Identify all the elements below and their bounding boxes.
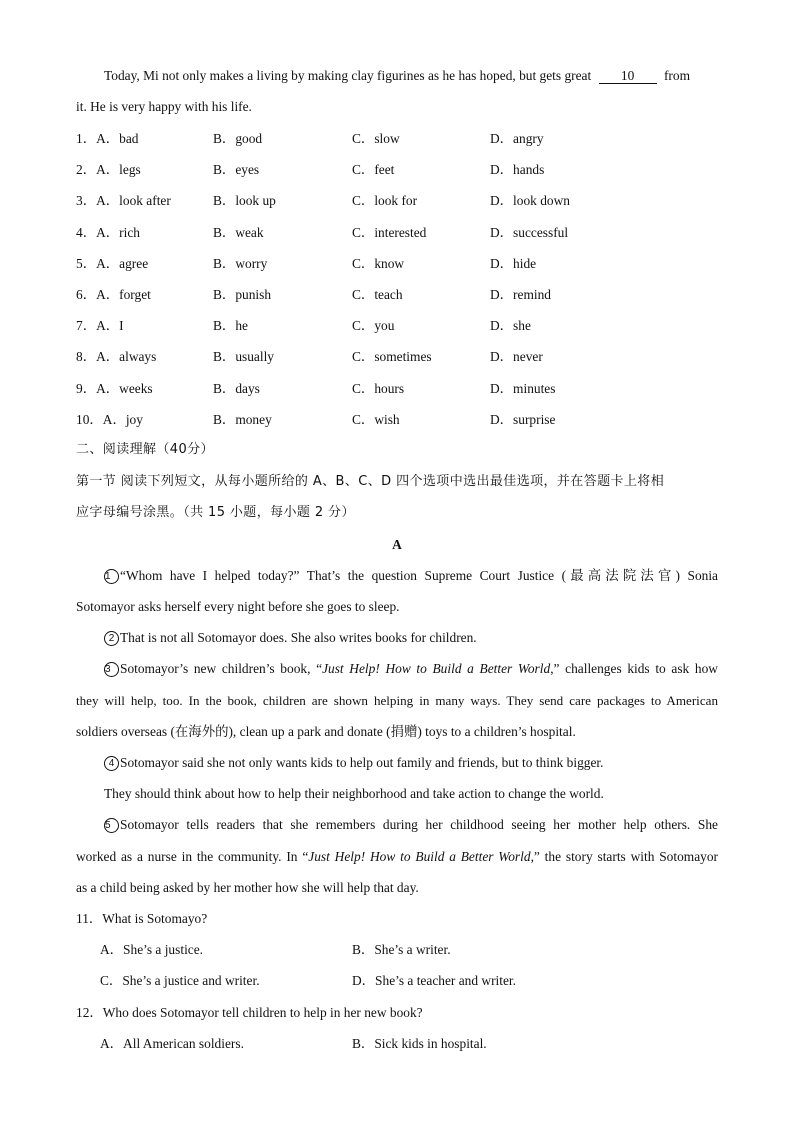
option-c[interactable]: C．She’s a justice and writer. [100, 973, 260, 988]
question-12-options-row1 [100, 1035, 720, 1053]
passage-p5-line1: 5 Sotomayor tells readers that she remembers during her childhood seeing her mother help others. She [105, 817, 718, 832]
option-d[interactable]: D．never [490, 349, 543, 364]
question-11-stem: 11．What is Sotomayo? [76, 911, 208, 926]
option-c[interactable]: C．wish [352, 412, 400, 427]
option-b[interactable]: B．Sick kids in hospital. [352, 1036, 487, 1051]
passage-p2-line1: 2 That is not all Sotomayor does. She also writes books for children. [76, 629, 718, 647]
question-number: 9． [76, 381, 97, 396]
option-a[interactable] [76, 224, 140, 242]
cloze-text: Today, Mi not only makes a living by making clay figurines as he has hoped, but gets great [104, 68, 592, 83]
cloze-text-after: from [663, 68, 690, 83]
section-instruction-line2: 应字母编号涂黑。（共 15 小题，每小题 2 分） [76, 505, 355, 520]
option-c[interactable]: C．look for [352, 193, 418, 208]
option-text: A．forget [96, 287, 151, 302]
paragraph-number-icon: 5 [104, 818, 119, 833]
section-instruction-line1: 第一节 阅读下列短文，从每小题所给的 A、B、C、D 四个选项中选出最佳选项，并在答题卡上将相 [76, 474, 665, 489]
paragraph-number-icon: 1 [104, 569, 119, 584]
option-b[interactable]: B．good [213, 131, 263, 146]
option-text: A．agree [96, 256, 149, 271]
option-c[interactable]: C．you [352, 318, 395, 333]
option-text: A．bad [96, 131, 139, 146]
cloze-text-line1 [76, 67, 718, 85]
cloze-question-row [76, 224, 718, 242]
option-text: A．joy [102, 412, 143, 427]
cloze-question-row [76, 380, 718, 398]
cloze-question-row [76, 130, 718, 148]
cloze-question-row [76, 192, 718, 210]
cloze-question-row [76, 411, 718, 429]
option-d[interactable]: D．successful [490, 225, 569, 240]
option-b[interactable]: B．usually [213, 349, 275, 364]
option-a[interactable] [76, 411, 143, 429]
option-b[interactable]: B．eyes [213, 162, 260, 177]
passage-p4-line2: They should think about how to help their neighborhood and take action to change the world. [104, 786, 604, 801]
option-c[interactable]: C．hours [352, 381, 405, 396]
option-text: A．rich [96, 225, 140, 240]
option-a[interactable] [76, 348, 156, 366]
option-b[interactable]: B．look up [213, 193, 276, 208]
option-a[interactable]: A．All American soldiers. [100, 1036, 244, 1051]
option-b[interactable]: B．She’s a writer. [352, 942, 451, 957]
option-b[interactable]: B．money [213, 412, 272, 427]
paragraph-number-icon: 3 [104, 662, 119, 677]
passage-label: A [392, 537, 402, 552]
option-d[interactable]: D．look down [490, 193, 570, 208]
option-d[interactable]: D．she [490, 318, 531, 333]
cloze-text-line2: it. He is very happy with his life. [76, 99, 252, 114]
option-c[interactable]: C．sometimes [352, 349, 432, 364]
option-text: A．always [96, 349, 157, 364]
option-d[interactable]: D．hands [490, 162, 545, 177]
option-a[interactable] [76, 380, 153, 398]
option-a[interactable] [76, 161, 141, 179]
option-text: A．legs [96, 162, 141, 177]
question-number: 8． [76, 349, 97, 364]
cloze-question-row [76, 348, 718, 366]
option-c[interactable]: C．interested [352, 225, 427, 240]
passage-p5-line2: worked as a nurse in the community. In “Just Help! How to Build a Better World,” the story starts with Sotomayor [76, 849, 718, 864]
option-d[interactable]: D．hide [490, 256, 537, 271]
option-a[interactable] [76, 286, 151, 304]
option-c[interactable]: C．know [352, 256, 405, 271]
question-12-stem: 12．Who does Sotomayor tell children to help in her new book? [76, 1005, 423, 1020]
cloze-question-row [76, 286, 718, 304]
passage-p3-line2: they will help, too. In the book, children are shown helping in many ways. They send care packages to American [76, 693, 718, 708]
option-d[interactable]: D．minutes [490, 381, 556, 396]
question-11-options-row2 [100, 972, 720, 990]
option-a[interactable] [76, 130, 139, 148]
option-a[interactable]: A．She’s a justice. [100, 942, 204, 957]
option-d[interactable]: D．surprise [490, 412, 556, 427]
option-text: A．I [96, 318, 124, 333]
book-title: Just Help! How to Build a Better World [322, 661, 551, 676]
paragraph-number-icon: 2 [104, 631, 119, 646]
cloze-question-row [76, 161, 718, 179]
option-b[interactable]: B．worry [213, 256, 268, 271]
option-c[interactable]: C．feet [352, 162, 395, 177]
option-b[interactable]: B．punish [213, 287, 272, 302]
question-number: 1． [76, 131, 97, 146]
cloze-question-row [76, 317, 718, 335]
passage-p1-line1: 1 “Whom have I helped today?” That’s the question Supreme Court Justice (最高法院法官) Sonia [105, 568, 718, 583]
option-a[interactable] [76, 317, 124, 335]
option-a[interactable] [76, 255, 148, 273]
option-d[interactable]: D．remind [490, 287, 551, 302]
option-c[interactable]: C．teach [352, 287, 403, 302]
question-number: 6． [76, 287, 97, 302]
question-number: 7． [76, 318, 97, 333]
passage-p4-line1: 4 Sotomayor said she not only wants kids to help out family and friends, but to think bigger. [76, 754, 718, 772]
section-heading: 二、阅读理解（40分） [76, 442, 214, 457]
option-c[interactable]: C．slow [352, 131, 400, 146]
question-number: 5． [76, 256, 97, 271]
option-text: A．look after [96, 193, 171, 208]
cloze-question-row [76, 255, 718, 273]
question-number: 10． [76, 412, 103, 427]
cloze-blank: 10 [599, 69, 657, 84]
option-a[interactable] [76, 192, 171, 210]
passage-p1-line2: Sotomayor asks herself every night before she goes to sleep. [76, 599, 400, 614]
question-number: 4． [76, 225, 97, 240]
option-text: A．weeks [96, 381, 153, 396]
question-number: 3． [76, 193, 97, 208]
passage-p5-line3: as a child being asked by her mother how she will help that day. [76, 880, 419, 895]
option-b[interactable]: B．days [213, 381, 260, 396]
paragraph-number-icon: 4 [104, 756, 119, 771]
option-b[interactable]: B．weak [213, 225, 264, 240]
option-d[interactable]: D．angry [490, 131, 544, 146]
book-title: Just Help! How to Build a Better World [308, 849, 531, 864]
option-d[interactable]: D．She’s a teacher and writer. [352, 973, 516, 988]
option-b[interactable]: B．he [213, 318, 248, 333]
passage-p3-line1: 3 Sotomayor’s new children’s book, “Just Help! How to Build a Better World,” challenges kids to ask how [105, 661, 718, 676]
question-number: 2． [76, 162, 97, 177]
question-11-options-row1 [100, 941, 720, 959]
passage-p3-line3: soldiers overseas (在海外的), clean up a park and donate (捐赠) toys to a children’s hospital. [76, 724, 576, 739]
